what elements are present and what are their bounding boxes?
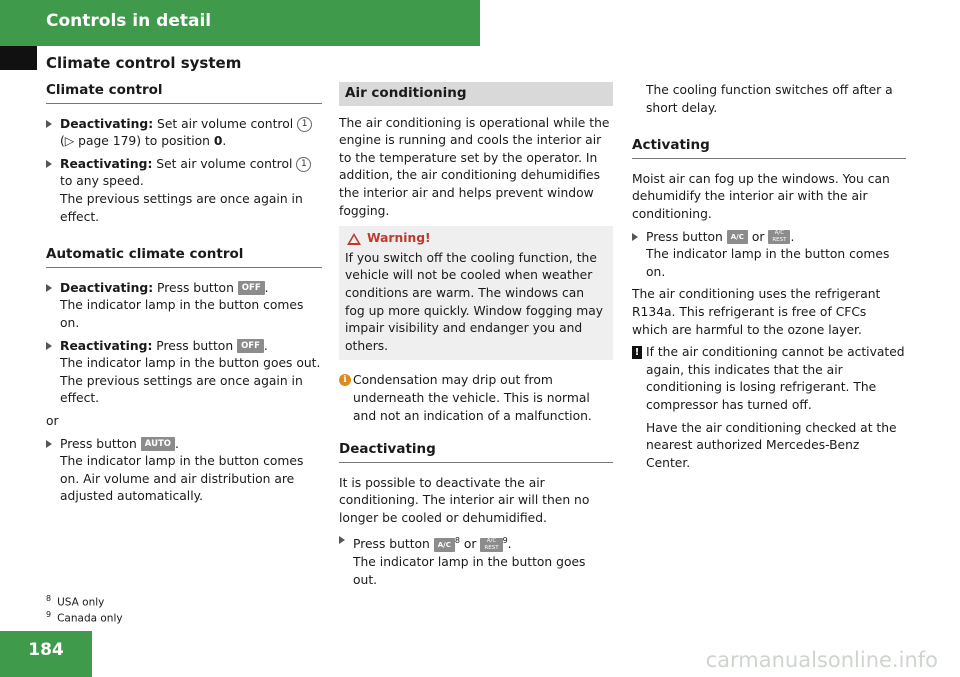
chapter-title: Controls in detail	[46, 11, 212, 31]
callout-number-icon: 1	[296, 157, 311, 172]
info-icon: i	[339, 374, 351, 386]
info-note: i Condensation may drip out from underneath the vehicle. This is normal and not an indication of a malfunction.	[339, 372, 613, 425]
caution-note: ! If the air conditioning cannot be activated again, this indicates that the air conditioning is losing refrigerant. The compressor has turned off. Have the air conditioning checked at the nearest authorized Mercedes-Benz Center.	[632, 344, 906, 472]
heading-air-conditioning: Air conditioning	[339, 82, 613, 106]
paragraph: The air conditioning is operational while the engine is running and cools the interior air to the temperature set by the operator. In addition, the air conditioning dehumidifies the interior air and helps prevent window fogging.	[339, 115, 610, 218]
column-middle	[339, 82, 613, 594]
warning-title: Warning!	[345, 230, 607, 248]
footnote: $^8$ USA only	[46, 594, 105, 609]
list-item: Press button AUTO . The indicator lamp in the button comes on. Air volume and air distribution are adjusted automatically.	[46, 436, 322, 506]
off-button-icon: OFF	[237, 339, 264, 353]
heading-climate-control: Climate control	[46, 82, 322, 104]
ac-rest-button-icon: A/C REST	[768, 230, 790, 244]
arrow-bullet-icon	[46, 120, 52, 128]
callout-number-icon: 1	[297, 117, 312, 132]
footnote-ref: 9	[502, 536, 508, 546]
ac-rest-button-icon: A/C REST	[480, 538, 502, 552]
section-title: Climate control system	[46, 54, 242, 72]
footnote-ref: 8	[454, 536, 460, 546]
paragraph: The cooling function switches off after a short delay.	[646, 83, 893, 115]
list-item: Reactivating: Set air volume control 1 to any speed. The previous settings are once again in effect.	[46, 156, 322, 226]
arrow-bullet-icon	[46, 284, 52, 292]
list-item: Deactivating: Set air volume control 1 (▷ page 179) to position 0.	[46, 116, 322, 151]
paragraph: It is possible to deactivate the air conditioning. The interior air will then no longer be cooled or dehumidified.	[339, 475, 590, 525]
arrow-bullet-icon	[632, 233, 638, 241]
auto-button-icon: AUTO	[141, 437, 175, 451]
warning-box	[339, 226, 613, 360]
warning-text: If you switch off the cooling function, the vehicle will not be cooled when weather conditions are warm. The windows can fog up more quickly. Window fogging may impair visibility and endanger you and others.	[345, 250, 604, 353]
list-item: Press button A/C or A/C REST . The indicator lamp in the button comes on.	[632, 229, 906, 282]
column-left	[46, 82, 322, 511]
paragraph: The air conditioning uses the refrigerant R134a. This refrigerant is free of CFCs which are harmful to the ozone layer.	[632, 287, 881, 337]
heading-activating: Activating	[632, 137, 906, 159]
page-number: 184	[28, 640, 64, 660]
heading-deactivating: Deactivating	[339, 441, 613, 463]
column-right	[632, 82, 906, 477]
arrow-bullet-icon	[46, 342, 52, 350]
arrow-bullet-icon	[46, 440, 52, 448]
or-text: or	[46, 413, 59, 428]
arrow-bullet-icon	[46, 160, 52, 168]
warning-triangle-icon	[347, 233, 361, 245]
paragraph: Moist air can fog up the windows. You can dehumidify the interior air with the air conditioning.	[632, 171, 890, 221]
off-button-icon: OFF	[238, 281, 265, 295]
footnote: $^9$ Canada only	[46, 610, 123, 625]
list-item: Reactivating: Press button OFF . The indicator lamp in the button goes out. The previous settings are once again in effect.	[46, 338, 322, 408]
section-marker-tab	[0, 46, 37, 70]
exclamation-icon: !	[632, 346, 642, 359]
list-item: Deactivating: Press button OFF . The indicator lamp in the button comes on.	[46, 280, 322, 333]
ac-button-icon: A/C	[434, 538, 455, 552]
watermark: carmanualsonline.info	[705, 648, 938, 672]
list-item: Press button A/C $^8$ or A/C REST$^9$. The indicator lamp in the button goes out.	[339, 532, 613, 589]
arrow-bullet-icon	[339, 536, 345, 544]
heading-automatic-climate-control: Automatic climate control	[46, 246, 322, 268]
ac-button-icon: A/C	[727, 230, 748, 244]
